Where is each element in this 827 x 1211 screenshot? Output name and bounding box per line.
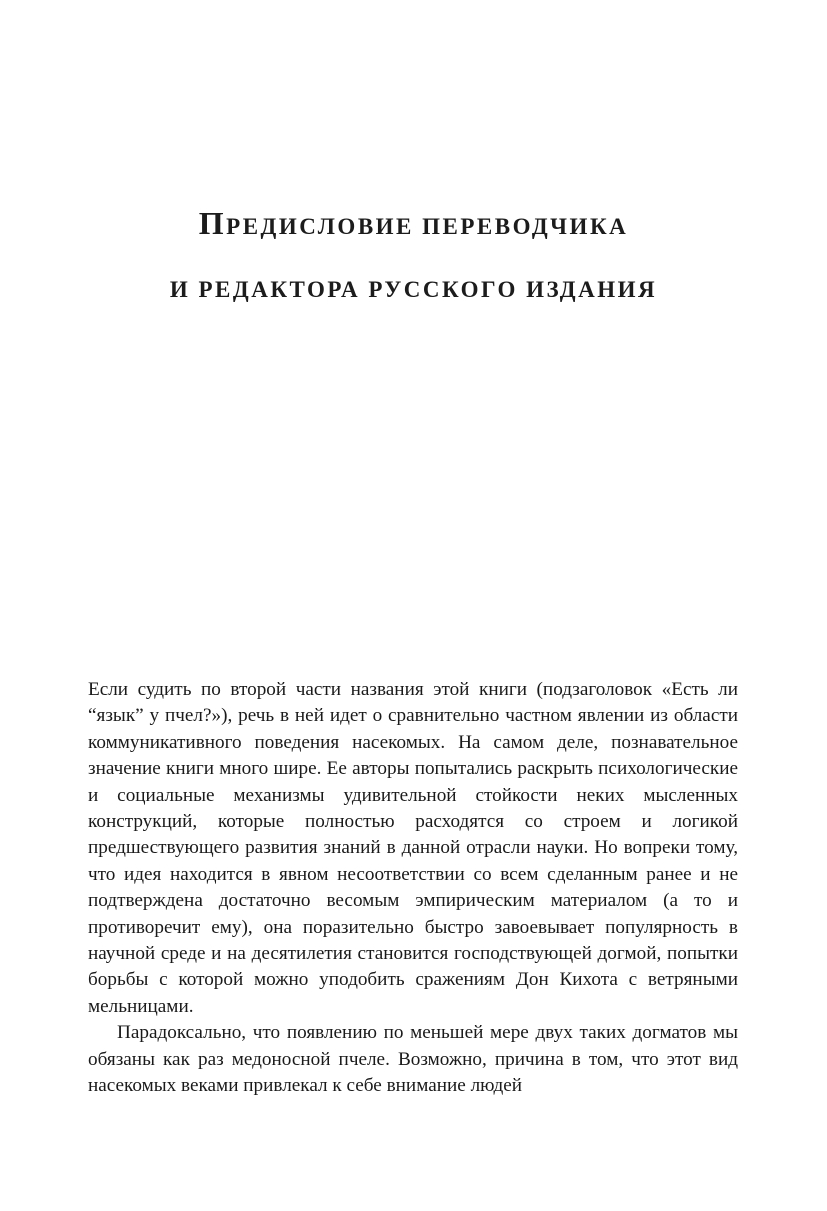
body-text bbox=[88, 677, 738, 1100]
chapter-title-rest: РЕДИСЛОВИЕ ПЕРЕВОДЧИКА bbox=[226, 214, 629, 239]
chapter-subtitle: И РЕДАКТОРА РУССКОГО ИЗДАНИЯ bbox=[169, 277, 658, 302]
chapter-title-initial: П bbox=[198, 205, 227, 241]
chapter-title bbox=[0, 205, 827, 242]
paragraph-2: Парадоксально, что появлению по меньшей мере двух таких догматов мы обязаны как раз медоносной пчеле. Возможно, причина в том, что этот вид насекомых веками привлекал к себе внимание людей bbox=[88, 1022, 738, 1097]
paragraph-1: Если судить по второй части названия этой книги (подзаголовок «Есть ли “язык” у пчел?»), речь в ней идет о сравнительно частном явлении из области коммуникативного поведения насекомых. На самом деле, познавательное значение книги много шире. Ее авторы попытались раскрыть психологические и социальные механизмы удивительной стойкости неких мысленных конструкций, которые полностью расходятся со строем и логикой предшествующего развития знаний в данной отрасли науки. Но вопреки тому, что идея находится в явном несоответствии со всем сделанным ранее и не подтверждена достаточно весомым эмпирическим материалом (а то и противоречит ему), она поразительно быстро завоевывает популярность в научной среде и на десятилетия становится господствующей догмой, попытки борьбы с которой можно уподобить сражениям Дон Кихота с ветряными мельницами. bbox=[88, 679, 738, 1017]
